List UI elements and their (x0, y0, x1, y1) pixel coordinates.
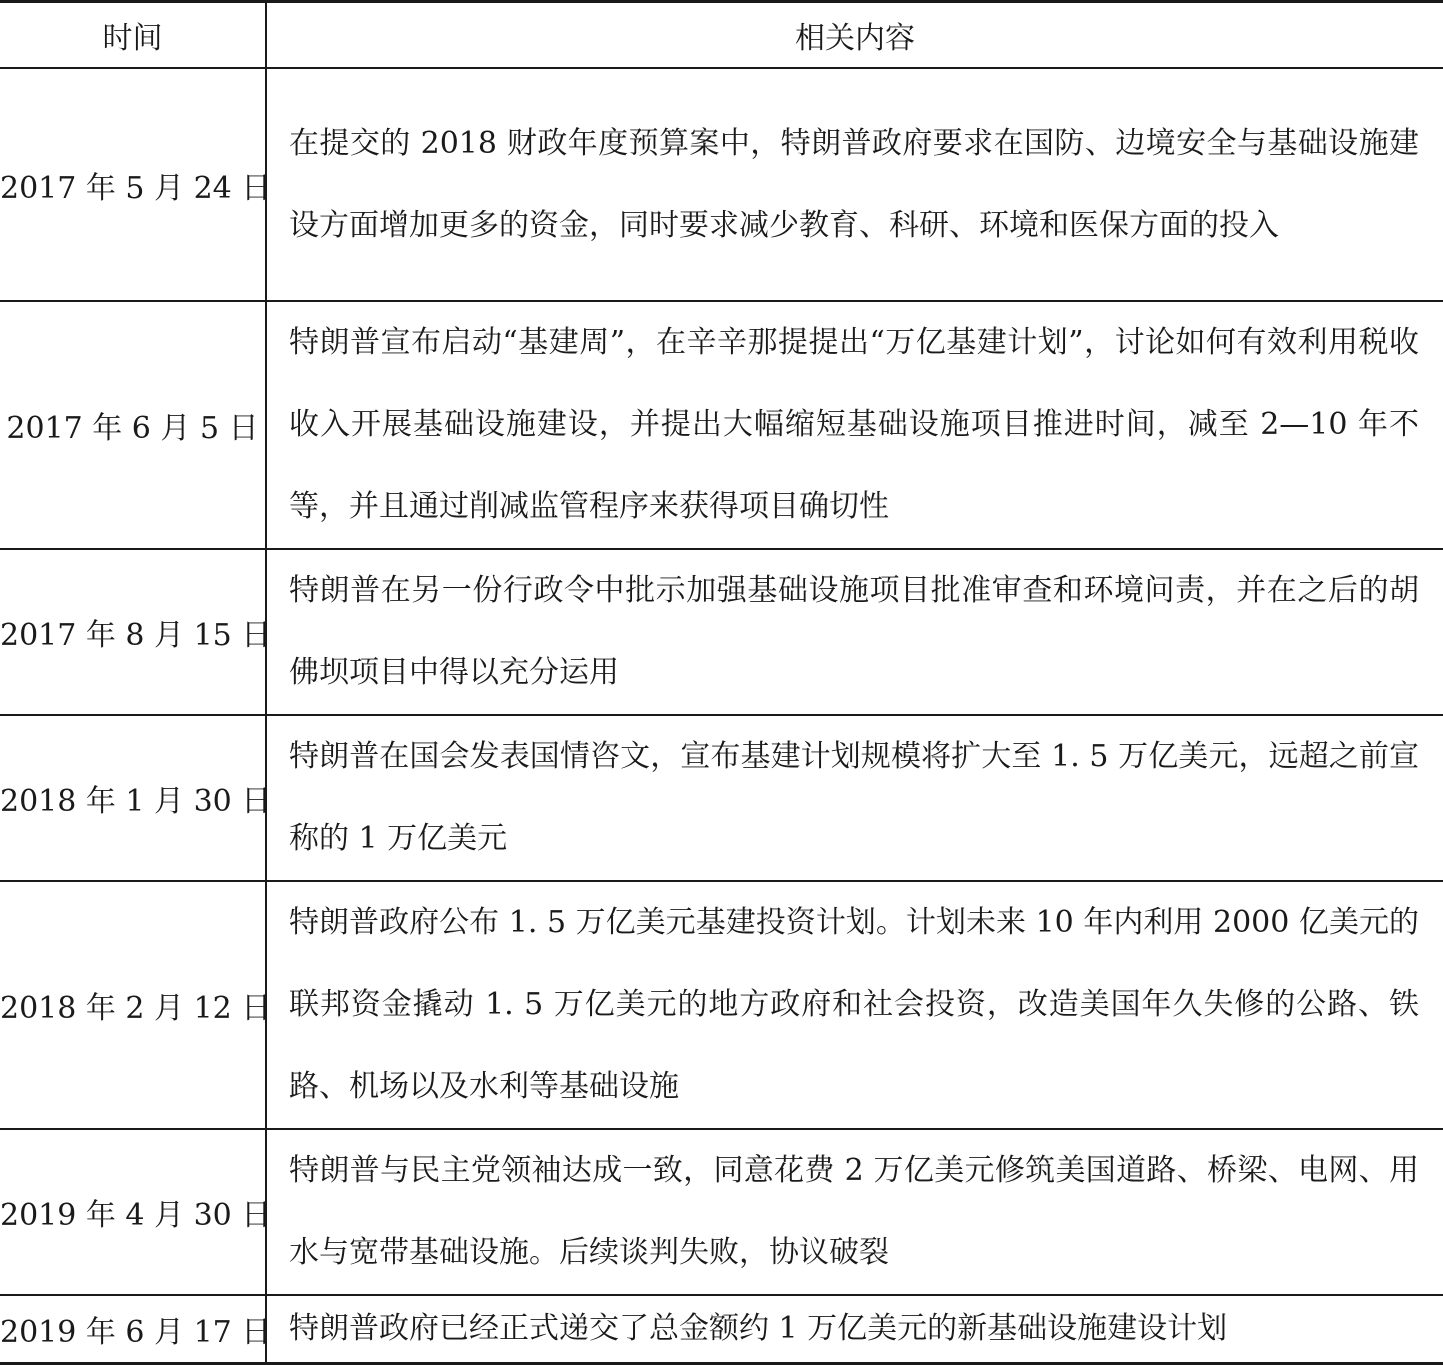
row-content: 特朗普在国会发表国情咨文，宣布基建计划规模将扩大至 1. 5 万亿美元，远超之前宣称的 1 万亿美元 (266, 715, 1443, 881)
table-row (0, 881, 1443, 1129)
row-date: 2017 年 8 月 15 日 (0, 549, 266, 715)
row-content: 特朗普与民主党领袖达成一致，同意花费 2 万亿美元修筑美国道路、桥梁、电网、用水与宽带基础设施。后续谈判失败，协议破裂 (266, 1129, 1443, 1295)
row-content: 特朗普在另一份行政令中批示加强基础设施项目批准审查和环境问责，并在之后的胡佛坝项目中得以充分运用 (266, 549, 1443, 715)
table-row (0, 1129, 1443, 1295)
row-content: 在提交的 2018 财政年度预算案中，特朗普政府要求在国防、边境安全与基础设施建设方面增加更多的资金，同时要求减少教育、科研、环境和医保方面的投入 (266, 68, 1443, 301)
table-header-row (0, 2, 1443, 69)
table-row (0, 1295, 1443, 1363)
table-row (0, 715, 1443, 881)
row-date: 2017 年 6 月 5 日 (0, 301, 266, 549)
table-row (0, 301, 1443, 549)
table-row (0, 68, 1443, 301)
table-row (0, 549, 1443, 715)
row-content: 特朗普政府公布 1. 5 万亿美元基建投资计划。计划未来 10 年内利用 2000 亿美元的联邦资金撬动 1. 5 万亿美元的地方政府和社会投资，改造美国年久失修的公路、铁路、机场以及水利等基础设施 (266, 881, 1443, 1129)
row-content: 特朗普政府已经正式递交了总金额约 1 万亿美元的新基础设施建设计划 (266, 1295, 1443, 1363)
row-date: 2018 年 1 月 30 日 (0, 715, 266, 881)
row-date: 2017 年 5 月 24 日 (0, 68, 266, 301)
header-time: 时间 (0, 2, 266, 69)
row-date: 2018 年 2 月 12 日 (0, 881, 266, 1129)
row-date: 2019 年 6 月 17 日 (0, 1295, 266, 1363)
header-content: 相关内容 (266, 2, 1443, 69)
row-date: 2019 年 4 月 30 日 (0, 1129, 266, 1295)
row-content: 特朗普宣布启动“基建周”，在辛辛那提提出“万亿基建计划”，讨论如何有效利用税收收入开展基础设施建设，并提出大幅缩短基础设施项目推进时间，减至 2—10 年不等，并且通过削减监管程序来获得项目确切性 (266, 301, 1443, 549)
